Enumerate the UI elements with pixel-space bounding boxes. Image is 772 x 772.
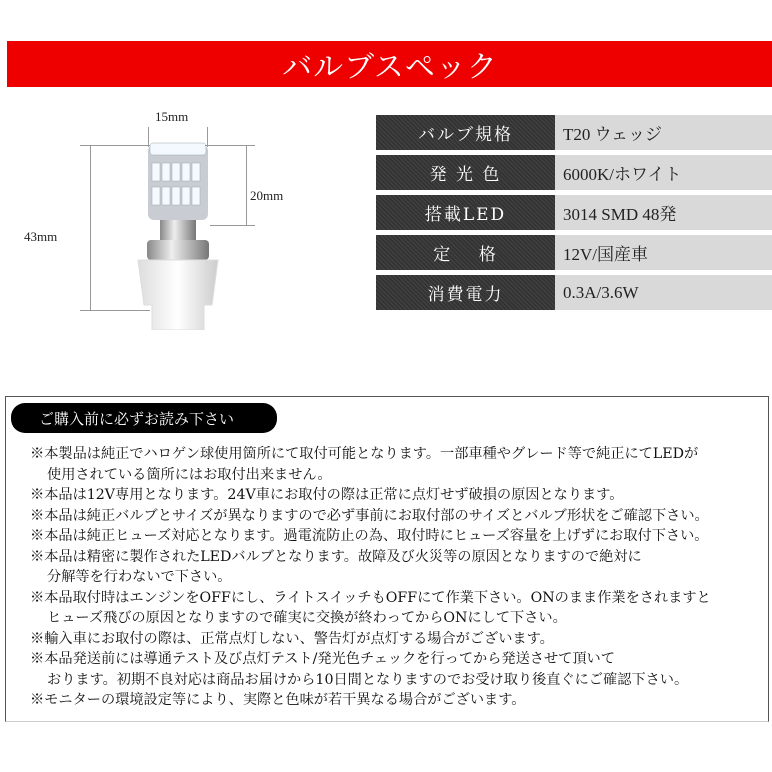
- notice-line: ※本品は純正バルブとサイズが異なりますので必ず事前にお取付部のサイズとバルブ形状をご確認下さい。: [30, 507, 709, 524]
- spec-value: 12V/国産車: [555, 235, 772, 270]
- notice-lines: [30, 444, 765, 711]
- notice-line: ※本品は精密に製作されたLEDバルブとなります。故障及び火災等の原因となりますので絶対に: [30, 548, 642, 565]
- banner-title: バルブスペック: [282, 50, 498, 85]
- spec-row: [376, 195, 772, 230]
- spec-label: 消費電力: [376, 275, 555, 310]
- spec-label: バルブ規格: [376, 115, 555, 150]
- notice-line: ※本品は12V専用となります。24V車にお取付の際は正常に点灯せず破損の原因となります。: [30, 487, 624, 503]
- notice-line: ※本製品は純正でハロゲン球使用箇所にて取付可能となります。一部車種やグレード等で純正にてLEDが: [30, 446, 699, 462]
- spec-row: [376, 155, 772, 190]
- notice-title: ご購入前に必ずお読み下さい: [11, 403, 277, 433]
- dim-tick: [80, 310, 150, 311]
- total-height-line: [90, 145, 91, 311]
- width-label: 15mm: [155, 109, 189, 124]
- spec-label: 搭載LED: [376, 195, 555, 230]
- spec-value: T20 ウェッジ: [555, 115, 772, 150]
- spec-table: [376, 115, 772, 315]
- dim-tick: [148, 127, 149, 147]
- led-height-label: 20mm: [250, 188, 284, 203]
- spec-row: [376, 115, 772, 150]
- notice-line: おります。初期不良対応は商品お届けから10日間となりますのでお受け取り後直ぐにご確認下さい。: [47, 671, 689, 688]
- notice-line: ※本品発送前には導通テスト及び点灯テスト/発光色チェックを行ってから発送させて頂いて: [30, 651, 615, 667]
- notice-line: ※モニターの環境設定等により、実際と色味が若干異なる場合がございます。: [30, 692, 526, 708]
- notice-line: 使用されている箇所にはお取付出来ません。: [47, 466, 332, 483]
- notice-line: ヒューズ飛びの原因となりますので確実に交換が終わってからONにして下さい。: [47, 610, 567, 626]
- notice-line: ※輸入車にお取付の際は、正常点灯しない、警告灯が点灯する場合がございます。: [30, 630, 554, 647]
- led-bulb-image: [90, 105, 270, 330]
- spec-row: [376, 235, 772, 270]
- dim-tick: [210, 225, 255, 226]
- spec-value: 0.3A/3.6W: [555, 275, 772, 310]
- spec-label: 定 格: [376, 235, 555, 270]
- spec-value: 6000K/ホワイト: [555, 155, 772, 190]
- notice-line: ※本品は純正ヒューズ対応となります。過電流防止の為、取付時にヒューズ容量を上げずにお取付下さい。: [30, 528, 709, 544]
- notice-box: [5, 396, 769, 722]
- dim-tick: [80, 145, 150, 146]
- spec-label: 発 光 色: [376, 155, 555, 190]
- spec-value: 3014 SMD 48発: [555, 195, 772, 230]
- spec-banner: [7, 41, 772, 87]
- spec-row: [376, 275, 772, 310]
- dim-tick: [205, 145, 255, 146]
- notice-line: ※本品取付時はエンジンをOFFにし、ライトスイッチもOFFにて作業下さい。ONのまま作業をされますと: [30, 589, 711, 606]
- notice-line: 分解等を行わないで下さい。: [47, 569, 232, 585]
- led-height-line: [246, 145, 247, 225]
- dim-tick: [207, 127, 208, 147]
- total-height-label: 43mm: [24, 229, 58, 244]
